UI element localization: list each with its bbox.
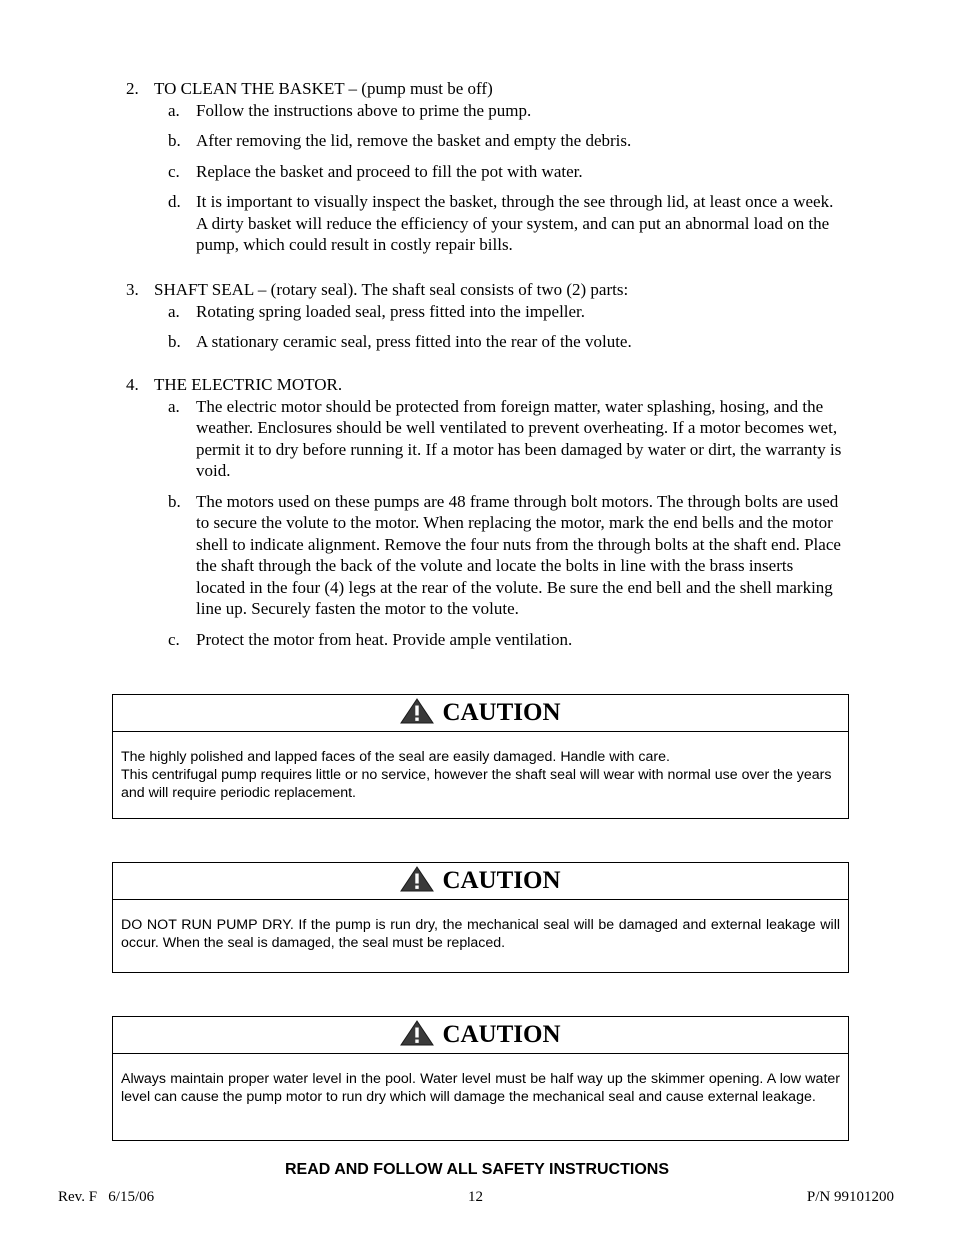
caution-header xyxy=(113,1017,848,1054)
caution-title: CAUTION xyxy=(442,867,561,894)
item-text: The electric motor should be protected from foreign matter, water splashing, hosing, and the weather. Enclosures should be well ventilated to prevent overheating. If a motor becomes wet, permit it to dry before running it. If a motor has been damaged by water or dirt, the warranty is void. xyxy=(196,396,842,480)
list-item xyxy=(168,331,846,353)
section-heading xyxy=(126,78,846,100)
item-text: A stationary ceramic seal, press fitted into the rear of the volute. xyxy=(196,332,632,351)
caution-text xyxy=(113,732,848,802)
caution-line: DO NOT RUN PUMP DRY. If the pump is run dry, the mechanical seal will be damaged and external leakage will occur. When the seal is damaged, the seal must be replaced. xyxy=(121,917,840,951)
section-number: 3. xyxy=(126,280,139,299)
revision-label: Rev. F 6/15/06 xyxy=(58,1189,155,1205)
list-item xyxy=(168,100,846,122)
item-text: Follow the instructions above to prime the pump. xyxy=(196,100,532,120)
list-item xyxy=(168,629,846,651)
section-electric-motor xyxy=(126,374,846,650)
caution-title: CAUTION xyxy=(442,1021,561,1048)
item-letter: c. xyxy=(168,629,180,649)
caution-text xyxy=(113,900,848,952)
list-item xyxy=(168,491,846,620)
list-item xyxy=(168,130,846,152)
item-text: Protect the motor from heat. Provide ample ventilation. xyxy=(196,629,573,649)
caution-text xyxy=(113,1054,848,1106)
caution-line: The highly polished and lapped faces of the seal are easily damaged. Handle with care. xyxy=(121,749,670,765)
caution-line: This centrifugal pump requires little or no service, however the shaft seal will wear with normal use over the years and will require periodic replacement. xyxy=(121,767,832,801)
warning-icon xyxy=(400,866,434,892)
item-text: Replace the basket and proceed to fill the pot with water. xyxy=(196,161,583,181)
safety-notice: READ AND FOLLOW ALL SAFETY INSTRUCTIONS xyxy=(285,1161,669,1178)
item-letter: d. xyxy=(168,192,181,211)
section-number: 4. xyxy=(126,375,139,394)
item-letter: a. xyxy=(168,100,180,120)
item-text: Rotating spring loaded seal, press fitted into the impeller. xyxy=(196,301,586,321)
caution-box-water-level xyxy=(112,1016,849,1141)
caution-header xyxy=(113,695,848,732)
item-letter: a. xyxy=(168,396,180,416)
section-title: TO CLEAN THE BASKET – (pump must be off) xyxy=(154,79,493,98)
section-clean-basket xyxy=(126,78,846,256)
item-letter: a. xyxy=(168,301,180,321)
list-item xyxy=(168,161,846,183)
item-text: After removing the lid, remove the basket and empty the debris. xyxy=(196,131,632,150)
list-item xyxy=(168,301,846,323)
caution-title: CAUTION xyxy=(442,699,561,726)
item-letter: b. xyxy=(168,131,181,150)
section-heading xyxy=(126,374,846,396)
caution-line: Always maintain proper water level in the pool. Water level must be half way up the skimmer opening. A low water level can cause the pump motor to run dry which will damage the mechanical seal and cause external leakage. xyxy=(121,1071,840,1105)
warning-icon xyxy=(400,698,434,724)
caution-box-run-dry xyxy=(112,862,849,973)
caution-header xyxy=(113,863,848,900)
section-number: 2. xyxy=(126,79,139,98)
item-text: The motors used on these pumps are 48 frame through bolt motors. The through bolts are used to secure the volute to the motor. When replacing the motor, mark the end bells and the motor shell to indicate alignment. Remove the four nuts from the through bolts at the shaft end. Place the shaft through the back of the volute and locate the bolts in line with the brass inserts located in the four (4) legs at the rear of the volute. Be sure the end bell and the shell marking line up. Securely fasten the motor to the volute. xyxy=(196,491,841,618)
section-title: SHAFT SEAL – (rotary seal). The shaft seal consists of two (2) parts: xyxy=(154,280,629,299)
list-item xyxy=(168,396,846,482)
item-letter: b. xyxy=(168,332,181,351)
warning-icon xyxy=(400,1020,434,1046)
item-letter: c. xyxy=(168,161,180,181)
item-letter: b. xyxy=(168,491,181,511)
section-title: THE ELECTRIC MOTOR. xyxy=(154,375,343,394)
list-item xyxy=(168,191,846,256)
caution-box-seal-handling xyxy=(112,694,849,819)
part-number: P/N 99101200 xyxy=(806,1189,894,1205)
page-number: 12 xyxy=(468,1189,483,1205)
section-shaft-seal xyxy=(126,279,846,353)
item-text: It is important to visually inspect the basket, through the see through lid, at least once a week. A dirty basket will reduce the efficiency of your system, and can put an abnormal load on the pump, which could result in costly repair bills. xyxy=(196,192,834,254)
section-heading xyxy=(126,279,846,301)
